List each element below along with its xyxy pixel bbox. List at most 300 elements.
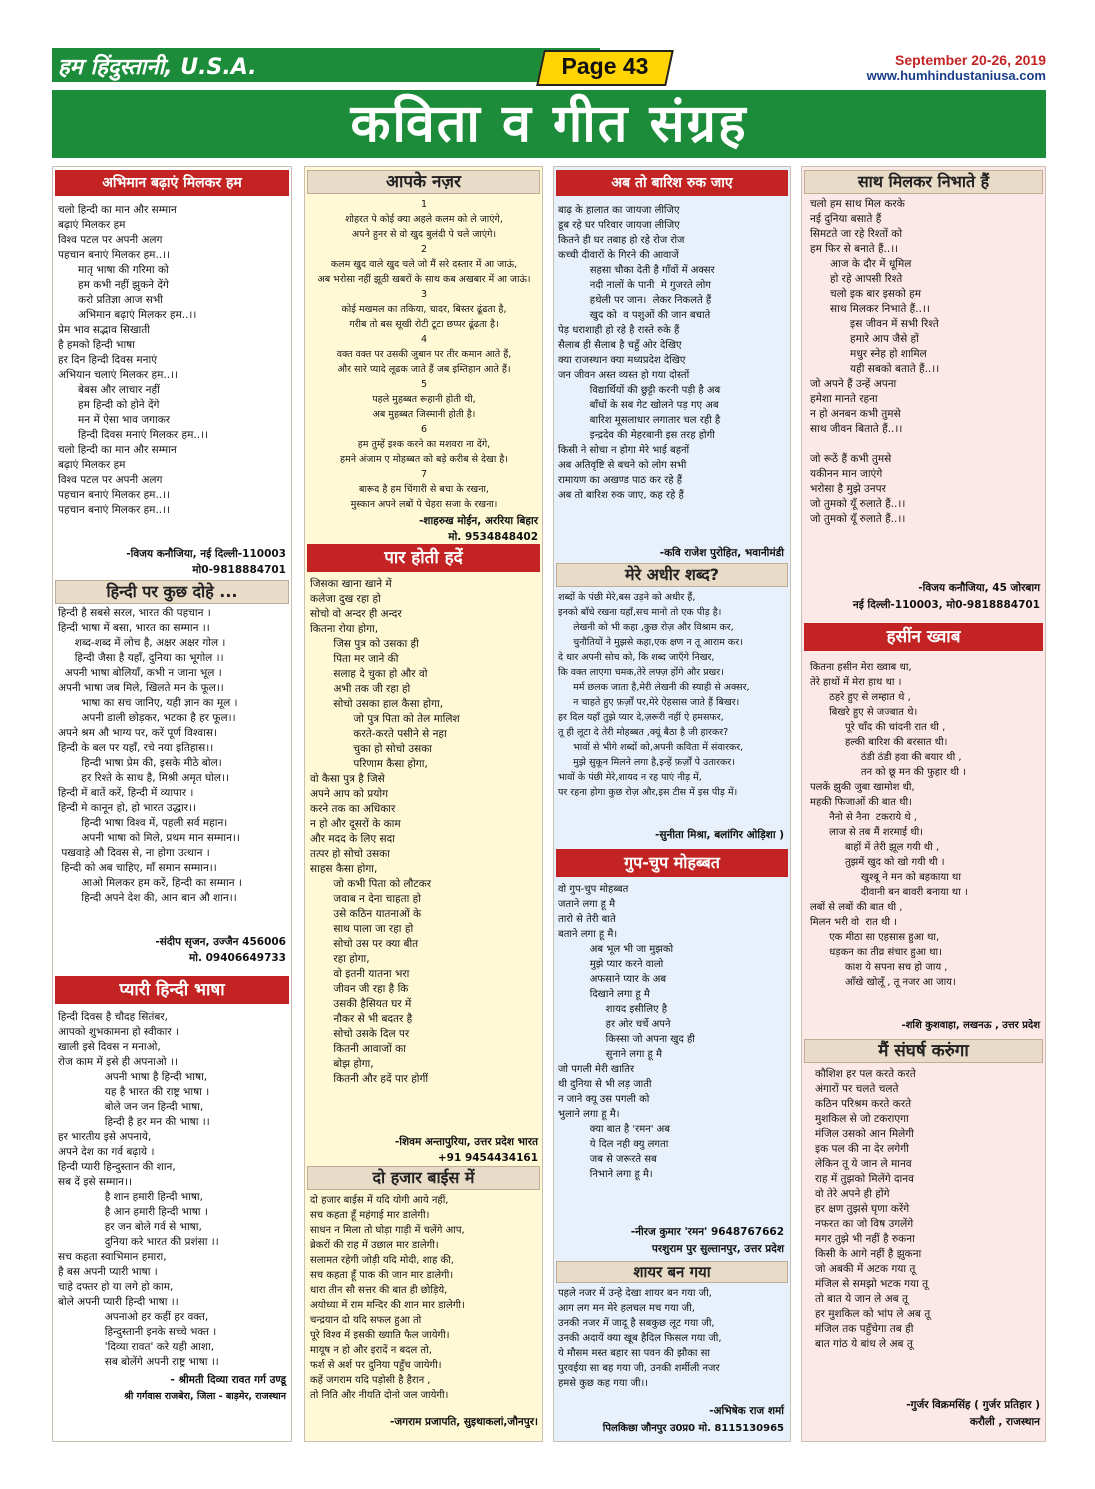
poem-line: न चाहते हुए फ़र्ज़ों पर,मेरे ऐहसास जाते हैं बिखर। [558,697,740,708]
poem-line: करो प्रतिज्ञा आज सभी [58,294,163,306]
poem-line: सोचो उसके दिल पर [310,1028,410,1040]
poem-line: महकी फिजाओं की बात थी। [810,797,912,808]
poem-line: कि वक्त लाएगा चमक,तेरे लफ्ज़ होंगे और प्रखर। [558,667,724,678]
poem-author: -गुर्जर विक्रमसिंह ( गुर्जर प्रतिहार ) [906,1399,1040,1411]
poem-line: पेड़ धराशाही हो रहे है रास्ते रुके हैं [558,325,680,336]
poem-line: जब से जरूरते सब [558,1154,657,1165]
poem-line: उसकी हैसियत घर में [310,998,412,1010]
poem-line: मातृ भाषा की गरिमा को [58,264,169,276]
poem-line: विद्यार्थियों की छुट्टी करनी पड़ी है अब [558,385,721,396]
poem-line: विश्व पटल पर अपनी अलग [58,234,163,246]
poem-line: जवाब न देना चाहता हो [310,893,421,905]
poem-line: बढ़ाएं मिलकर हम [58,219,126,231]
poem-line: हर क्षण तुझसे घृणा करेंगे [815,1203,910,1215]
poem-line: पलकें झुकी जुबा खामोश थी, [810,782,915,793]
poem-line: हिन्दी प्यारी हिन्दुस्तान की शान, [58,1161,176,1173]
poem-line: किसी के आगे नहीं है झुकना [815,1248,922,1260]
author-phone: मो. 9534848402 [448,531,538,543]
poem-line: किसी ने सोचा न होगा मेरे भाई बहनों [558,445,690,456]
poem-title: गुप-चुप मोहब्बत [556,849,788,877]
poem-line: सच कहता हूँ महंगाई मार डालेगी। [310,1210,430,1221]
poem-line: हिन्दी को अब चाहिए, माँ समान सम्मान।। [58,862,217,874]
poem-line: पहचान बनाएं मिलकर हम..।। [58,249,171,261]
poem-line: और मदद के लिए सदा [310,833,395,845]
poem-line: मुस्कान अपने लबों पे चेहरा सजा के रखना। [350,499,498,510]
poem-line: जताने लगा हू मै [558,899,616,910]
poem-line: सोचो वो अन्दर ही अन्दर [310,608,402,620]
poem-line: सिमटते जा रहे रिश्तों को [810,228,903,240]
poem-line: सच कहता स्वाभिमान हमारा, [58,1251,167,1263]
poem-line: भरोसा है मुझे उनपर [810,483,886,495]
poem-title: साथ मिलकर निभाते हैं [804,170,1043,194]
poem-line: तुझमें खुद को खो गयी थी । [810,857,945,868]
poem-line: अंगारों पर चलते चलते [815,1083,899,1095]
poem-line: न जाने क्यू उस पगली को [558,1094,650,1105]
poem-line: कितनी आवाजों का [310,1043,406,1055]
poem-line: हिन्दी दिवस मनाएं मिलकर हम..।। [58,429,209,441]
poem-line: यकीनन मान जाएंगे [810,468,883,480]
poem-line: कितना हसीन मेरा ख्वाब था, [810,662,912,673]
poem-line: दुनिया करे भारत की प्रशंसा ।। [58,1236,219,1248]
poem-line: हमने अंजाम ए मोहब्बत को बड़े करीब से देखा है। [340,454,508,465]
poem-body [310,577,460,1087]
poem-line: सुनाने लगा हू मै [558,1049,662,1060]
poem-line: सलामत रहेगी जोड़ी यदि मोदी, शाह की, [310,1255,454,1266]
poem-line: कितनी और हदें पार होगीं [310,1073,429,1085]
poem-line: अपने श्रम औ भाग्य पर, करें पूर्ण विश्वास। [58,727,217,739]
poem-line: साधन न मिला तो घोड़ा गाड़ी में चलेंगे आप, [310,1225,465,1236]
poem-line: मंजिल से समझो भटक गया तू [815,1278,929,1290]
poem-line: राह में तुझको मिलेंगे दानव [815,1173,914,1185]
poem-line: पहचान बनाएं मिलकर हम..।। [58,489,171,501]
poem-line: किस्सा जो अपना खुद ही [558,1034,695,1045]
poem-line: दो हजार बाईस में यदि योगी आये नहीं, [310,1195,449,1206]
poem-line: कलेजा दुख रहा हो [310,593,381,605]
poem-line: फर्श से अर्श पर दुनिया पहुँच जायेगी। [310,1360,442,1371]
poem-line: अपने देश का गर्व बढ़ाये । [58,1146,155,1158]
poem-line: आग लग मन मेरे हलचल मच गया जी, [558,1303,695,1314]
author-phone: नई दिल्ली-110003, मो0-9818884701 [852,599,1040,611]
poem-line: सलाह दे चुका हो और वो [310,668,428,680]
poem-line: मगर तुझे भी नहीं है रुकना [815,1233,915,1245]
poem-line: करते-करते पसीने से नहा [310,728,447,740]
poem-line: इनको बाँधे रखना यहाँ,सच मानो तो एक पीड़ है। [558,607,722,618]
poem-line: पर रहना होगा कुछ रोज़ और,इस टीस में इस पीड़ में। [558,787,738,798]
poem-line: हर दिल यहाँ तुझे प्यार दे,ज़रूरी नहीं ऐ हमसफर, [558,712,724,723]
poem-line: बढ़ाएं मिलकर हम [58,459,126,471]
poem-line: भाषा का सच जानिए, यही ज्ञान का मूल । [58,697,238,709]
poem-line: अपनाओ हर कहीं हर वक्त, [58,1311,209,1323]
poem-line: काश ये सपना सच हो जाय , [810,962,948,973]
poem-line: हर मुशकिल को भांप ले अब तू [815,1308,931,1320]
poem-line: ये मौसम मस्त बहार सा पवन की झौका सा [558,1348,710,1359]
poem-line: नफरत का जो विष उगलेंगे [815,1218,914,1230]
poem-line: हम कभी नहीं झुकने देंगे [58,279,169,291]
poem-line: उसे कठिन यातनाओं के [310,908,422,920]
poem-line: रामायण का अखण्ड पाठ कर रहे हैं [558,475,683,486]
poem-line: कितना रोया होगा, [310,623,379,635]
poem-line: मिलन भरी वो रात थी । [810,917,897,928]
poem-line: जो तुमको यूँ रुलाते हैं..।। [810,498,906,510]
poem-line: आँखे खोलूँ , तू नजर आ जाय। [810,977,956,988]
poem-line: तो निति और नीयति दोनो जल जायेगी। [310,1390,449,1401]
poem-line: अभिमान बढ़ाएं मिलकर हम..।। [58,309,197,321]
poem-line: पूरे चाँद की चांदनी रात थी , [810,722,946,733]
poem-line: 2 [420,244,428,255]
poem-line: उनकी अदायें क्या खूब हैदिल फिसल गया जी, [558,1333,722,1344]
poem-author: -विजय कनौजिया, नई दिल्ली-110003 [126,548,286,560]
poem-line: चलो हिन्दी का मान और सम्मान [58,204,177,216]
poem-line: दिखाने लगा हू मै [558,989,650,1000]
poem-line: अपनी भाषा जब मिले, खिलते मन के फूल।। [58,682,224,694]
poem-line: हथेली पर जान। लेकर निकलते हैं [558,295,712,306]
poem-line: हिन्दी है सबसे सरल, भारत की पहचान । [58,607,211,619]
poem-line: हम हिन्दी को होने देंगे [58,399,160,411]
poem-line: अब मुहब्बत जिस्मानी होती है। [372,409,476,420]
poem-line: खाली इसे दिवस न मनाओ, [58,1041,161,1053]
poem-line: अब अतिवृष्टि से बचने को लोग सभी [558,460,687,471]
poem-line: आपको शुभकामना हो स्वीकार । [58,1026,179,1038]
poem-author: - श्रीमती दिव्या रावत गर्ग उण्डू [170,1374,286,1386]
poem-line: कोई मखमल का तकिया, चादर, बिस्तर ढूंढता है, [341,304,507,315]
poem-line: थी दुनिया से भी लड़ जाती [558,1079,652,1090]
poem-line: बाढ़ के हालात का जायजा लीजिए [558,205,680,216]
poem-line: ठहरे हुए से लम्हात थे , [810,692,911,703]
poem-line: साथ पाला जा रहा हो [310,923,414,935]
poem-line: इक पल की ना देर लगेगी [815,1143,909,1155]
author-phone: +91 9454434161 [437,1152,538,1164]
poem-line: 5 [420,379,428,390]
poem-line: तारो से तेरी बाते [558,914,616,925]
poem-line: सोचो उसका हाल कैसा होगा, [310,698,444,710]
poem-body [558,203,720,503]
section-title: कविता व गीत संग्रह [350,94,748,154]
poem-line: पूरे विश्व में इसकी ख्याति फैल जायेगी। [310,1330,450,1341]
poem-line: शोहरत पे कोई क्या अहले कलम को ले जाएंगे, [345,214,503,225]
poem-line: बिखरे हुए से जज्बात थे। [810,707,918,718]
poem-line: साथ मिलकर निभाते हैं..।। [810,303,930,315]
poem-line: लेखनी को भी कहा ,कुछ रोज़ और विश्राम कर, [558,622,734,633]
poem-line: वक्त वक्त पर उसकी जुबान पर तीर कमान आते हैं, [336,349,512,360]
poem-line: क्या बात है 'रमन' अब [558,1124,671,1135]
poem-line: क्या राजस्थान क्या मध्यप्रदेश देखिए [558,355,686,366]
poem-line: हिन्दी दिवस है चौदह सितंबर, [58,1011,168,1023]
poem-line: अभियान चलाएं मिलकर हम..।। [58,369,179,381]
poem-line: बारूद है हम चिंगारी से बचा के रखना, [359,484,489,495]
poem-line: हर दिन हिन्दी दिवस मनाएं [58,354,158,366]
poem-title: हसींन ख्वाब [804,623,1043,651]
poem-line: पुरवईया सा बह गया जी, उनकी शर्मीली नजर [558,1363,720,1374]
poem-line: हमारे आप जैसे हों [810,333,919,345]
poem-line: जीवन जी रहा है कि [310,983,409,995]
poem-line: हम तुम्हें इश्क करने का मशवरा ना देंगे, [357,439,491,450]
poem-line: हम फिर से बनाते हैं..।। [810,243,899,255]
poem-line: मुझे सुकून मिलने लगा है,इन्हें फ़र्ज़ों पे उतारकर। [558,757,735,768]
poem-line: आओ मिलकर हम करें, हिन्दी का सम्मान । [58,877,242,889]
poem-title: प्यारी हिन्दी भाषा [55,976,289,1004]
poem-line: भुलाने लगा हू मै। [558,1109,620,1120]
poem-line: सच कहता हूँ पाक की जान मार डालेगी। [310,1270,454,1281]
author-address: करौली , राजस्थान [969,1416,1040,1428]
poem-line: वो कैसा पुत्र है जिसे [310,773,385,785]
poem-line: यह है भारत की राष्ट्र भाषा । [58,1086,210,1098]
poem-line: मुशकिल से जो टकराएगा [815,1113,909,1125]
poem-line: 6 [420,424,428,435]
poem-line: अपनी भाषा है हिन्दी भाषा, [58,1071,208,1083]
poem-line: न हो अनबन कभी तुमसे [810,408,901,420]
masthead-title: हम हिंदुस्तानी, U.S.A. [58,55,257,80]
poem-author: -नीरज कुमार 'रमन' 9648767662 [630,1226,784,1238]
poem-line: हर ओर चर्चे अपने [558,1019,671,1030]
poem-title: मैं संघर्ष करुंगा [804,1039,1043,1063]
poem-line: अपने आप को प्रयोग [310,788,389,800]
poem-line: परिणाम कैसा होगा, [310,758,428,770]
poem-author: -विजय कनौजिया, 45 जोरबाग [918,582,1040,594]
poem-line: उनकी नजर में जादू है सबकुछ लूट गया जी, [558,1318,715,1329]
poem-line: शब्द-शब्द में लोच है, अक्षर अक्षर गोल । [58,637,226,649]
poem-line: रहा होगा, [310,953,370,965]
author-address: श्री गर्गवास राजबेरा, जिला - बाड़मेर, राजस्थान [124,1391,286,1402]
poem-line: नदी नालों के पानी मे गुजरते लोग [558,280,711,291]
poem-line: जो पगली मेरी खातिर [558,1064,635,1075]
poem-line: आज के दौर में धूमिल [810,258,912,270]
poem-line: सब दें इसे सम्मान।। [58,1176,132,1188]
author-phone: मो0-9818884701 [192,564,286,576]
poem-title: मेरे अधीर शब्द? [556,563,788,587]
poem-line: और सारे प्यादे लूढक जाते हैं जब इम्तिहान आते हैं। [337,364,511,375]
poem-line: हिन्दी मे कानून हो, हो भारत उद्धार।। [58,802,197,814]
poem-line: चलो हिन्दी का मान और सम्मान [58,444,177,456]
poem-title: पार होती हदें [307,544,540,572]
poem-line: अफसाने प्यार के अब [558,974,667,985]
poem-line: अब तो बारिश रुक जाए, कह रहे हैं [558,490,684,501]
poem-line: जन जीवन अस्त व्यस्त हो गया दोस्तों [558,370,690,381]
poem-author: -शाहरुख मोईन, अररिया बिहार [418,515,538,527]
poem-line: जो अबकी में अटक गया तू [815,1263,916,1275]
poem-line: भावों से भीगे शब्दों को,अपनी कविता में संवारकर, [558,742,744,753]
poem-line: बताने लगा हू मै। [558,929,618,940]
poem-line: शब्दों के पंछी मेरे,बस उड़ने को अधीर हैं, [558,592,696,603]
poem-line: विश्व पटल पर अपनी अलग [58,474,163,486]
poem-line: जिस पुत्र को उसका ही [310,638,419,650]
poem-line: हिन्दी भाषा में बसा, भारत का सम्मान ।। [58,622,210,634]
poem-line: लाज से तब मैं शरमाई थी। [810,827,924,838]
poem-line: हिन्दी है हर मन की भाषा ।। [58,1116,210,1128]
poem-author: -संदीप सृजन, उज्जैन 456006 [155,936,286,948]
page-number: Page 43 [561,53,649,79]
poem-title: आपके नज़र [307,170,540,194]
poem-line: हिन्दी में बातें करें, हिन्दी में व्यापार । [58,787,194,799]
poem-author: -अभिषेक राज शर्मा [709,1405,784,1417]
poem-body [58,203,208,518]
poem-line: हिन्दी भाषा विश्व में, पहली सर्व महान। [58,817,228,829]
poem-line: हर रिश्ते के साथ है, मिश्री अमृत घोल।। [58,772,230,784]
poem-line: हमेशा मानते रहना [810,393,878,405]
poem-line: बोले अपनी प्यारी हिन्दी भाषा ।। [58,1296,179,1308]
poem-line: सोचो उस पर क्या बीत [310,938,419,950]
poem-line: हर जन बोले गर्व से भाषा, [58,1221,202,1233]
poem-body [810,197,939,527]
poem-line: ये दिल नही क्यु लगता [558,1139,669,1150]
poem-line: पिता मर जाने की [310,653,399,665]
poem-line: लबों से लबों की बात थी , [810,902,903,913]
poem-line: धड़कन का तीव्र संचार हुआ था। [810,947,942,958]
poem-line: दे धार अपनी सोच को, कि शब्द जाएँगे निखर, [558,652,715,663]
poem-line: न हो और दूसरों के काम [310,818,401,830]
poem-line: रोज काम में इसे ही अपनाओ ।। [58,1056,178,1068]
poem-line: जिसका खाना खाने में [310,578,392,590]
poem-line: कौशिश हर पल करते करते [815,1068,916,1080]
poem-line: साहस कैसा होगा, [310,863,378,875]
poem-line: चलो हम साथ मिल करके [810,198,905,210]
poem-title: अब तो बारिश रुक जाए [556,170,788,196]
poem-line: पखवाड़े औ दिवस से, ना होगा उत्थान । [58,847,210,859]
poem-body [558,590,750,800]
poem-line: खुश्बू ने मन को बहकाया था [810,872,961,883]
poem-line: नई दुनिया बसाते हैं [810,213,882,225]
poem-line: जो तुमको यूँ रुलाते हैं..।। [810,513,906,525]
poem-line: 3 [420,289,428,300]
poem-line: जो रूठें हैं कभी तुमसे [810,453,892,465]
poem-line: हिन्दी जैसा है यहाँ, दुनिया का भूगोल ।। [58,652,224,664]
poem-line: तन को छू मन की फुहार थी । [810,767,966,778]
poem-author: -शिवम अन्तापुरिया, उत्तर प्रदेश भारत [394,1136,538,1148]
poem-line: पहचान बनाएं मिलकर हम..।। [58,504,171,516]
poem-line: हिन्दी के बल पर यहाँ, रचे नया इतिहास।। [58,742,214,754]
poem-line: हिन्दी अपने देश की, आन बान औ शान।। [58,892,237,904]
poem-line: खुद को व पशुओं की जान बचाते [558,310,711,321]
poem-author: -शशि कुशवाहा, लखनऊ , उत्तर प्रदेश [901,1020,1040,1031]
poem-line: हर भारतीय इसे अपनाये, [58,1131,152,1143]
poem-line: कठिन परिश्रम करते करते [815,1098,912,1110]
poem-line: भावों के पंछी मेरे,शायद न रह पाएं नीड़ में, [558,772,702,783]
website-link[interactable]: www.humhindustaniusa.com [866,68,1046,83]
poem-line: जो पुत्र पिता को तेल मालिश [310,713,460,725]
poem-line: है आन हमारी हिन्दी भाषा । [58,1206,208,1218]
poem-line: बोले जन जन हिन्दी भाषा, [58,1101,204,1113]
poem-line: ठंडी ठंडी हवा की बयार थी , [810,752,962,763]
poem-line: नौकर से भी बदतर है [310,1013,413,1025]
poem-line: तत्पर हो सोचो उसका [310,848,390,860]
poem-line: पहले नजर में उन्हे देखा शायर बन गया जी, [558,1288,712,1299]
poem-line: कलम खुद वाले खुद चले जो मैं सरे दस्तार में आ जाऊं, [330,259,518,270]
poem-line: बारिश मूसलाधार लगातार चल रही है [558,415,721,426]
poem-line: मंजिल उसको आन मिलेगी [815,1128,914,1140]
poem-title: शायर बन गया [556,1261,788,1283]
poem-line: कहें जगराम यदि पड़ोसी है हैरान , [310,1375,431,1386]
poem-line: तू ही लूटा दे तेरी मोहब्बत ,क्यूं बैठा है जी हारकर? [558,727,729,738]
poem-title: अभिमान बढ़ाएं मिलकर हम [55,170,289,196]
poem-author: -कवि राजेश पुरोहित, भवानीमंडी [659,547,784,559]
poem-author: -जगराम प्रजापति, सुइथाकलां,जौनपुर। [390,1416,538,1428]
poem-line: बात गांठ ये बांध ले अब तू [815,1338,913,1350]
poem-line: पहले मुहब्बत रूहानी होती थी, [372,394,476,405]
poem-line: हल्की बारिश की बरसात थी। [810,737,948,748]
poem-line: अपने हुनर से वो खुद बुलंदी पे चले जाएंगे। [351,229,497,240]
poem-line: बोझ होगा, [310,1058,374,1070]
poem-line: इन्द्रदेव की मेहरबानी इस तरह होगी [558,430,715,441]
poem-line: चन्द्रयान दो यदि सफल हुआ तो [310,1315,422,1326]
author-address: परशुराम पुर सुल्तानपुर, उत्तर प्रदेश [651,1243,784,1255]
poem-body [310,1193,465,1403]
poem-line: मायूष न हो और इरादें न बदल तो, [310,1345,432,1356]
poem-line: इस जीवन में सभी रिश्ते [810,318,939,330]
poem-line: 4 [420,334,428,345]
poem-line: डूब रहे घर परिवार जायजा लीजिए [558,220,680,231]
author-phone: मो. 09406649733 [188,952,286,964]
poem-line: 1 [420,199,428,210]
poem-title: हिन्दी पर कुछ दोहे ... [55,580,289,604]
poem-line: वो तेरे अपने ही होंगे [815,1188,890,1200]
poem-line: अपनी भाषा बोलियाँ, कभी न जाना भूल । [58,667,222,679]
poem-author: -सुनीता मिश्रा, बलांगिर ओड़िशा ) [655,829,784,841]
poem-line: सैलाब ही सैलाब है चहुँ ओर देखिए [558,340,682,351]
poem-line: वो इतनी यातना भरा [310,968,410,980]
poem-line: हिन्दुस्तानी इनके सच्चे भक्त । [58,1326,217,1338]
poem-line: नैनो से नैना टकराये थे , [810,812,918,823]
poem-body [310,197,538,512]
poem-line: वो गुप-चुप मोहब्बत [558,884,629,895]
poem-line: मधुर स्नेह हो शामिल [810,348,927,360]
poem-line: कितने ही घर तबाह हो रहे रोज रोज [558,235,685,246]
poem-line: अयोध्या में राम मन्दिर की शान मार डालेगी। [310,1300,465,1311]
poem-line: मन में ऐसा भाव जगाकर [58,414,171,426]
poem-line: अब भरोसा नहीं झूठी खबरों के साथ कब अखबार में आ जाऊं। [317,274,531,285]
poem-line: चुका हो सोचो उसका [310,743,432,755]
poem-line: गरीब तो बस सूखी रोटी टूटा छप्पर ढूंढता है। [349,319,499,330]
poem-line: बाहों में तेरी झूल गयी थी , [810,842,940,853]
poem-line: चाहे दफ्तर हो या लगे हो काम, [58,1281,174,1293]
poem-line: अभी तक जी रहा हो [310,683,411,695]
poem-line: निभाने लगा हू मै। [558,1169,653,1180]
poem-line: तो बात ये जान ले अब तू [815,1293,908,1305]
poem-line: सहसा चौका देती है गाँवों में अक्सर [558,265,715,276]
poem-line: यही सबको बताते हैं..।। [810,363,940,375]
poem-line: मुझे प्यार करने वालो [558,959,664,970]
poem-line: तेरे हाथों में मेरा हाथ था । [810,677,902,688]
poem-line: प्रेम भाव सद्भाव सिखाती [58,324,150,336]
poem-line: सब बोलेंगे अपनी राष्ट्र भाषा ।। [58,1356,219,1368]
issue-date: September 20-26, 2019 [895,52,1046,68]
poem-line: है बस अपनी प्यारी भाषा । [58,1266,158,1278]
poem-body [558,882,695,1182]
poem-line: है शान हमारी हिन्दी भाषा, [58,1191,203,1203]
poem-line: ब्रेकरों की राह में उछाल मार डालेगी। [310,1240,439,1251]
poem-line: अब भूल भी जा मुझको [558,944,674,955]
poem-line: मंजिल तक पहुँचेगा तब ही [815,1323,914,1335]
poem-line: मर्म छलक जाता है,मेरी लेखनी की स्याही से अक्सर, [558,682,750,693]
poem-line: हमसे कुछ कह गया जी।। [558,1378,649,1389]
poem-line: हो रहे आपसी रिश्ते [810,273,903,285]
poem-line: साथ जीवन बिताते हैं..।। [810,423,903,435]
poem-line: 'दिव्या रावत' करे यही आशा, [58,1341,215,1353]
poem-body [558,1286,722,1391]
poem-line: है हमको हिन्दी भाषा [58,339,135,351]
poem-body [58,606,242,906]
poem-line: बाँधों के सब गेट खोलने पड़ गए अब [558,400,719,411]
poem-title: दो हजार बाईस में [307,1166,540,1190]
poem-line: कच्ची दीवारों के गिरने की आवाजें [558,250,679,261]
poem-line [810,437,939,452]
poem-line: अपनी भाषा को मिले, प्रथम मान सम्मान।। [58,832,240,844]
poem-line: शायद इसीलिए है [558,1004,668,1015]
poem-line: जो कभी पिता को लौटकर [310,878,432,890]
poem-body [58,1010,219,1370]
poem-line: हिन्दी भाषा प्रेम की, इसके मीठे बोल। [58,757,222,769]
poem-line: चुनौतियों ने मुझसे कहा,एक क्षण न तू आराम कर। [558,637,743,648]
author-address: पिलकिछा जौनपुर उ0प्र0 मो. 8115130965 [602,1423,784,1434]
poem-line: धारा तीन सौ सत्तर की बात ही छोड़िये, [310,1285,448,1296]
